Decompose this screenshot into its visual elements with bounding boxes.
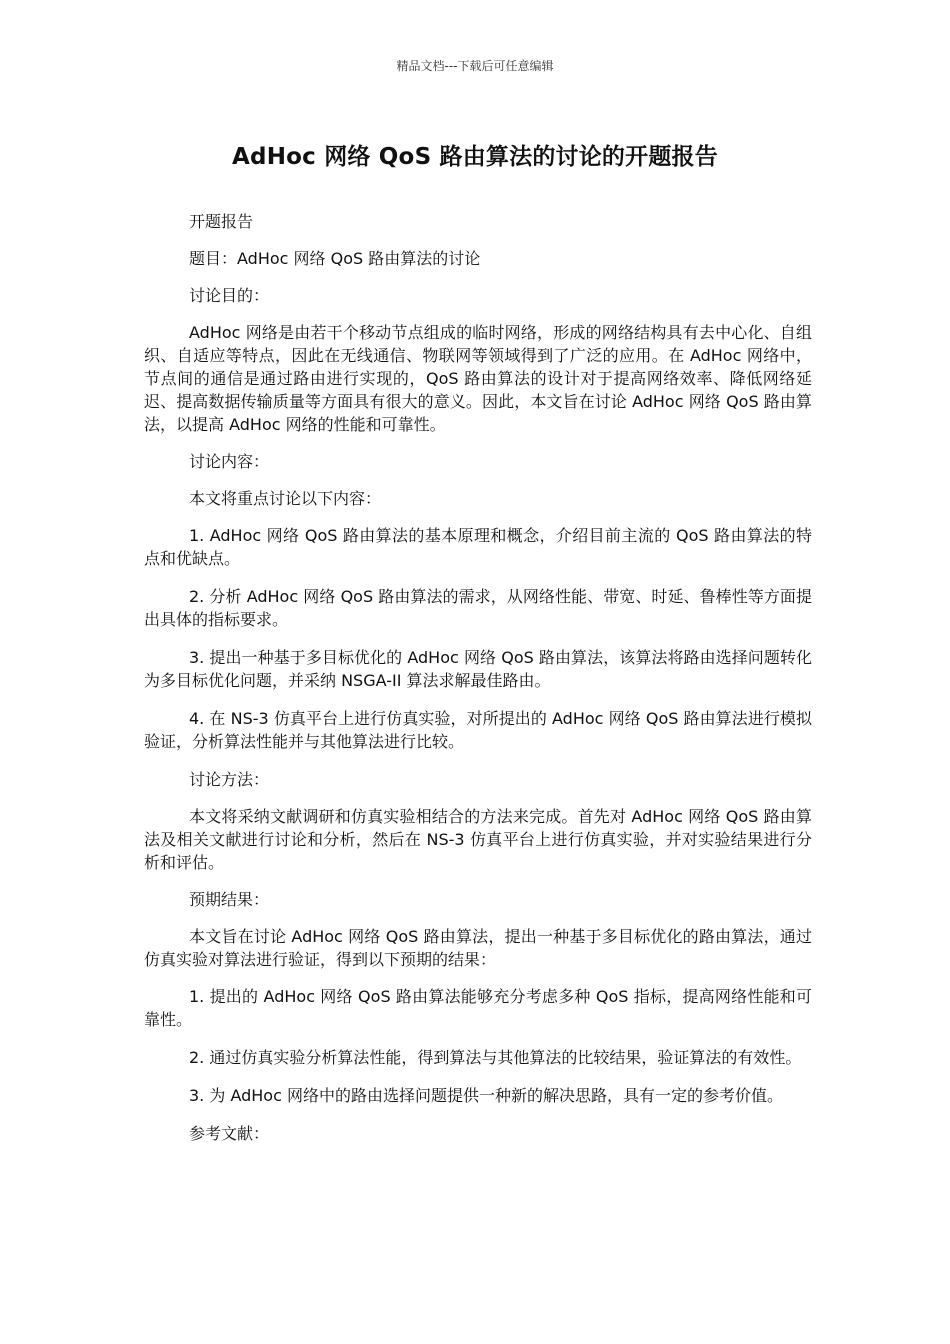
heading-proposal: 开题报告: [189, 212, 254, 231]
content-item-3: 3. 提出一种基于多目标优化的 AdHoc 网络 QoS 路由算法，该算法将路由选择问题转化为多目标优化问题，并采纳 NSGA-II 算法求解最佳路由。: [144, 648, 812, 690]
results-intro: 本文旨在讨论 AdHoc 网络 QoS 路由算法，提出一种基于多目标优化的路由算法，通过仿真实验对算法进行验证，得到以下预期的结果：: [144, 927, 812, 969]
content-item-4: 4. 在 NS-3 仿真平台上进行仿真实验，对所提出的 AdHoc 网络 QoS 路由算法进行模拟验证，分析算法性能并与其他算法进行比较。: [144, 709, 812, 751]
purpose-paragraph: AdHoc 网络是由若干个移动节点组成的临时网络，形成的网络结构具有去中心化、自组织、自适应等特点，因此在无线通信、物联网等领域得到了广泛的应用。在 AdHoc 网络中，节点间的通信是通过路由进行实现的，QoS 路由算法的设计对于提高网络效率、降低网络延迟、提高数据传输质量等方面具有很大的意义。因此，本文旨在讨论 AdHoc 网络 QoS 路由算法，以提高 AdHoc 网络的性能和可靠性。: [144, 323, 812, 434]
content-item-2: 2. 分析 AdHoc 网络 QoS 路由算法的需求，从网络性能、带宽、时延、鲁棒性等方面提出具体的指标要求。: [144, 587, 812, 629]
section-heading-references: 参考文献：: [189, 1124, 270, 1143]
section-heading-results: 预期结果：: [189, 890, 270, 909]
section-heading-method: 讨论方法：: [189, 770, 270, 789]
topic-line: 题目：AdHoc 网络 QoS 路由算法的讨论: [189, 249, 481, 268]
result-item-1: 1. 提出的 AdHoc 网络 QoS 路由算法能够充分考虑多种 QoS 指标，提高网络性能和可靠性。: [144, 987, 812, 1029]
section-heading-content: 讨论内容：: [189, 452, 270, 471]
page-header: 精品文档---下载后可任意编辑: [396, 59, 554, 73]
content-item-1: 1. AdHoc 网络 QoS 路由算法的基本原理和概念，介绍目前主流的 QoS 路由算法的特点和优缺点。: [144, 526, 812, 568]
section-heading-purpose: 讨论目的：: [189, 286, 270, 305]
document-body: [144, 210, 812, 1159]
result-item-2: 2. 通过仿真实验分析算法性能，得到算法与其他算法的比较结果，验证算法的有效性。: [189, 1048, 802, 1067]
document-title: AdHoc 网络 QoS 路由算法的讨论的开题报告: [232, 144, 718, 170]
result-item-3: 3. 为 AdHoc 网络中的路由选择问题提供一种新的解决思路，具有一定的参考价值。: [189, 1086, 783, 1105]
content-intro: 本文将重点讨论以下内容：: [189, 489, 382, 508]
method-paragraph: 本文将采纳文献调研和仿真实验相结合的方法来完成。首先对 AdHoc 网络 QoS 路由算法及相关文献进行讨论和分析，然后在 NS-3 仿真平台上进行仿真实验，并对实验结果进行分析和评估。: [144, 807, 812, 872]
